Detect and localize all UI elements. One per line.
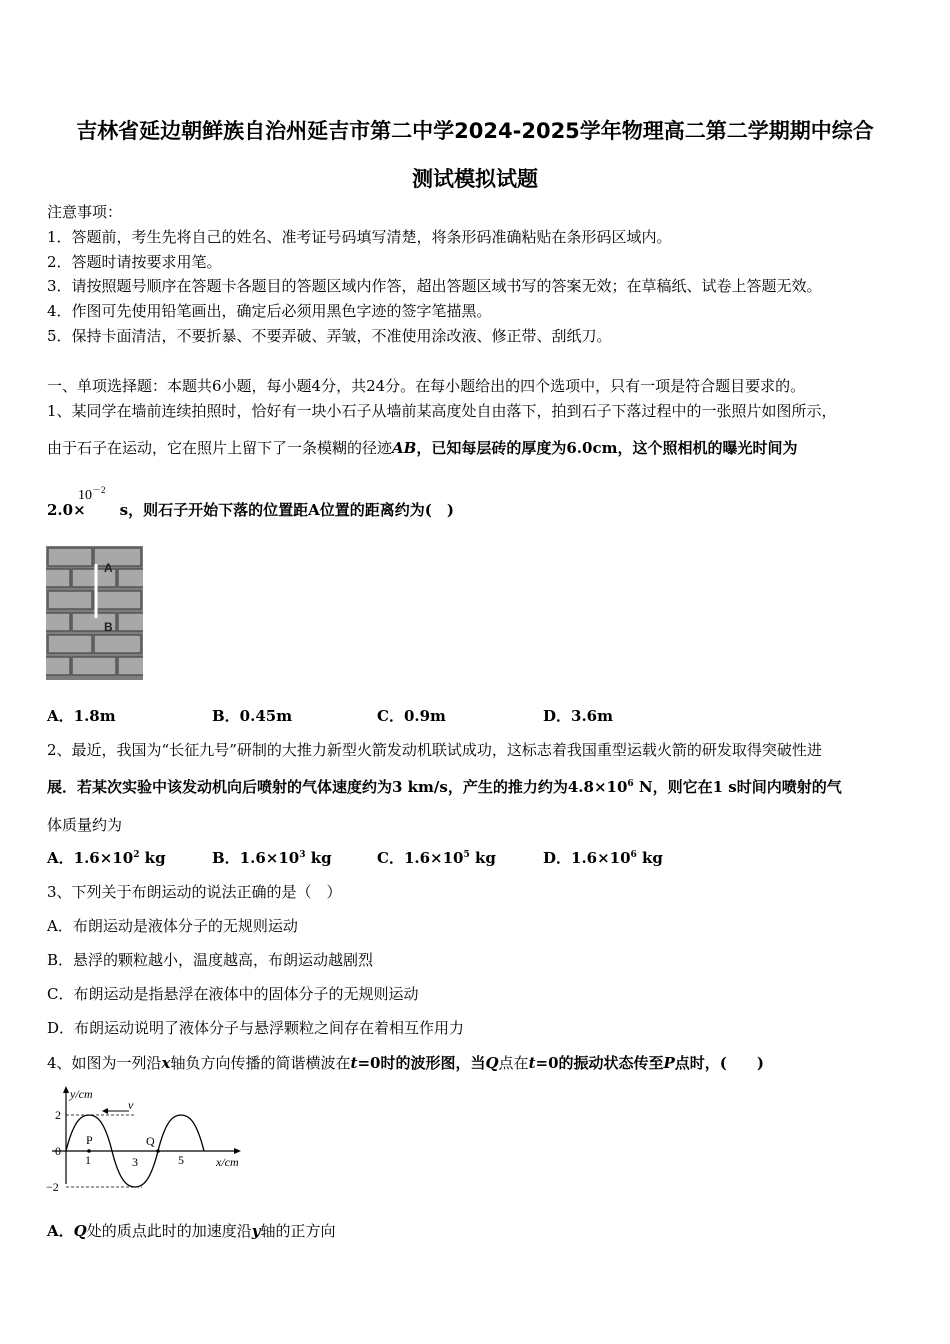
q1-stem-line1: 1、某同学在墙前连续拍照时，恰好有一块小石子从墙前某高度处自由落下，拍到石子下落过程中的一张照片如图所示，: [47, 402, 837, 420]
q-label: Q: [146, 1134, 155, 1148]
opt-var: Q: [73, 1222, 87, 1240]
q1-option-a[interactable]: A．1.8m: [47, 707, 116, 725]
q3-option-c[interactable]: C．布朗运动是指悬浮在液体中的固体分子的无规则运动: [47, 985, 419, 1003]
q4-text: =0时的波形图，当: [357, 1054, 486, 1072]
x-tick-1: 1: [85, 1153, 91, 1167]
opt-unit: kg: [469, 849, 496, 867]
brick-wall-figure: [46, 546, 143, 680]
q1-option-c[interactable]: C．0.9m: [377, 707, 446, 725]
q4-var: Q: [485, 1054, 499, 1072]
opt-unit: kg: [636, 849, 663, 867]
v-label: v: [128, 1098, 134, 1112]
q3-option-d[interactable]: D．布朗运动说明了液体分子与悬浮颗粒之间存在着相互作用力: [47, 1019, 465, 1037]
notice-item: 4．作图可先使用铅笔画出，确定后必须用黑色字迹的签字笔描黑。: [47, 302, 492, 320]
tick-0: 0: [55, 1144, 61, 1158]
notice-item: 5．保持卡面清洁，不要折暴、不要弄破、弄皱，不准使用涂改液、修正带、刮纸刀。: [47, 327, 612, 345]
q2-option-b[interactable]: [212, 848, 332, 868]
notice-item: 1．答题前，考生先将自己的姓名、准考证号码填写清楚，将条形码准确粘贴在条形码区域内。: [47, 228, 672, 246]
opt-unit: kg: [139, 849, 166, 867]
q1-text: ，已知每层砖的厚度为6.0cm，这个照相机的曝光时间为: [416, 439, 798, 457]
q1-option-d[interactable]: D．3.6m: [543, 707, 613, 725]
x-label: x/cm: [216, 1155, 239, 1169]
q1-coef: 2.0×: [47, 501, 86, 519]
q1-text: s，则石子开始下落的位置距A位置的距离约为( ): [119, 501, 454, 519]
notice-item: 2．答题时请按要求用笔。: [47, 253, 222, 271]
q2-option-c[interactable]: [377, 848, 496, 868]
q1-exp-base: 10: [78, 488, 92, 503]
notice-heading: 注意事项：: [47, 203, 123, 221]
opt-unit: kg: [305, 849, 332, 867]
q1-stem-line2: [47, 438, 797, 458]
q4-text: 点在: [498, 1054, 529, 1072]
opt-text: A．1.6×10: [47, 849, 134, 867]
q2-option-a[interactable]: [47, 848, 166, 868]
x-tick-5: 5: [178, 1153, 184, 1167]
q4-var: t: [350, 1054, 358, 1072]
q2-text: 展．若某次实验中该发动机向后喷射的气体速度约为3 km/s，产生的推力约为4.8×10: [47, 778, 628, 796]
notice-item: 3．请按照题号顺序在答题卡各题目的答题区域内作答，超出答题区域书写的答案无效；在草稿纸、试卷上答题无效。: [47, 277, 822, 295]
q2-text: N，则它在1 s时间内喷射的气: [633, 778, 842, 796]
q2-stem-line3: 体质量约为: [47, 816, 123, 834]
x-axis-arrow: [234, 1148, 241, 1154]
q4-text: 点时，( ): [674, 1054, 764, 1072]
label-b: B: [104, 620, 113, 634]
q4-option-a[interactable]: [47, 1221, 335, 1241]
q1-exp-power: －2: [92, 485, 106, 495]
velocity-arrowhead: [102, 1108, 108, 1114]
q3-option-a[interactable]: A．布朗运动是液体分子的无规则运动: [47, 917, 298, 935]
opt-sup: 2: [133, 850, 140, 860]
opt-text: 轴的正方向: [260, 1222, 336, 1240]
q4-var: x: [161, 1054, 171, 1072]
q2-stem-line1: 2、最近，我国为“长征九号”研制的大推力新型火箭发动机联试成功，这标志着我国重型运载火箭的研发取得突破性进: [47, 741, 822, 759]
q1-option-b[interactable]: B．0.45m: [212, 707, 293, 725]
q1-ab-symbol: AB: [392, 439, 417, 457]
opt-text: A．: [47, 1222, 74, 1240]
tick-2: 2: [55, 1108, 61, 1122]
q1-stem-line3: [47, 500, 454, 520]
q2-sup: 6: [627, 779, 634, 789]
q-point: [156, 1149, 160, 1153]
opt-sup: 5: [463, 850, 470, 860]
y-label: y/cm: [70, 1087, 93, 1101]
q4-text: 轴负方向传播的简谐横波在: [170, 1054, 351, 1072]
opt-text: 处的质点此时的加速度沿: [86, 1222, 252, 1240]
opt-text: D．1.6×10: [543, 849, 631, 867]
section-heading: 一、单项选择题：本题共6小题，每小题4分，共24分。在每小题给出的四个选项中，只有一项是符合题目要求的。: [47, 377, 806, 395]
q4-var: t: [528, 1054, 536, 1072]
wave-figure: [44, 1084, 256, 1194]
q4-text: 4、如图为一列沿: [47, 1054, 162, 1072]
q4-stem: [47, 1053, 764, 1073]
q3-stem: 3、下列关于布朗运动的说法正确的是（ ）: [47, 883, 342, 901]
p-label: P: [86, 1133, 93, 1147]
opt-text: C．1.6×10: [377, 849, 464, 867]
q3-option-b[interactable]: B．悬浮的颗粒越小，温度越高，布朗运动越剧烈: [47, 951, 374, 969]
x-tick-3: 3: [132, 1155, 138, 1169]
tick-neg2: −2: [46, 1180, 59, 1194]
q2-stem-line2: [47, 777, 842, 797]
q4-var: P: [663, 1054, 675, 1072]
label-a: A: [104, 561, 113, 575]
q1-text: 由于石子在运动，它在照片上留下了一条模糊的径迹: [47, 439, 393, 457]
opt-sup: 6: [630, 850, 637, 860]
q4-text: =0的振动状态传至: [535, 1054, 664, 1072]
y-axis-arrow: [63, 1086, 69, 1093]
q1-exponent: [78, 485, 106, 504]
opt-var: y: [251, 1222, 261, 1240]
opt-sup: 3: [299, 850, 306, 860]
q2-option-d[interactable]: [543, 848, 663, 868]
exam-title-line1: 吉林省延边朝鲜族自治州延吉市第二中学2024-2025学年物理高二第二学期期中综合: [76, 119, 874, 143]
opt-text: B．1.6×10: [212, 849, 300, 867]
exam-title-line2: 测试模拟试题: [412, 167, 538, 191]
